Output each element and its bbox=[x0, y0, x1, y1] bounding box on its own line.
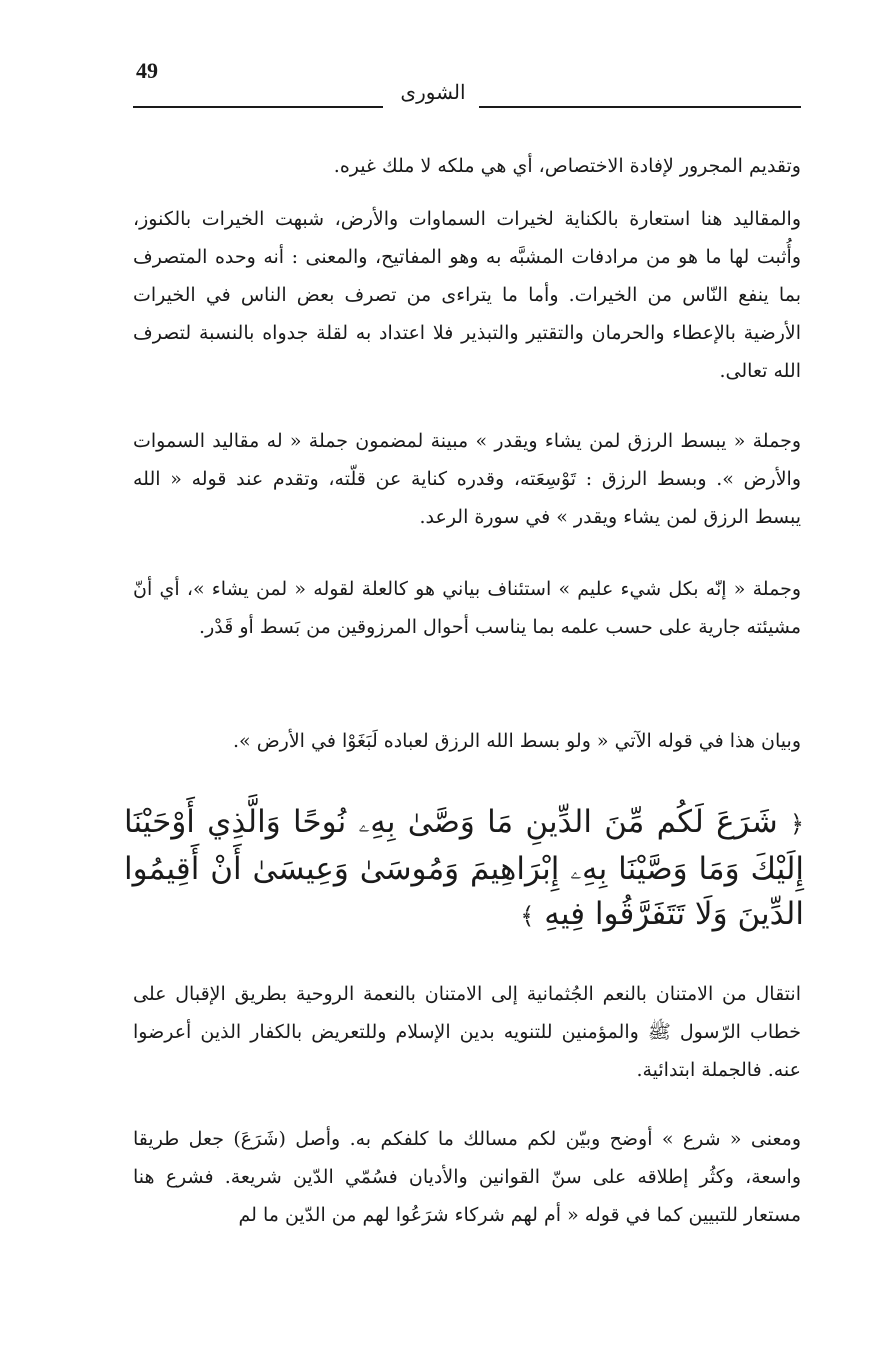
running-header bbox=[133, 80, 801, 114]
paragraph-1: وتقديم المجرور لإفادة الاختصاص، أي هي ملكه لا ملك غيره. bbox=[333, 155, 801, 177]
header-rule-right bbox=[479, 106, 801, 108]
page-number: 49 bbox=[136, 58, 158, 83]
paragraph-4: وجملة « إنّه بكل شيء عليم » استئناف بياني هو كالعلة لقوله « لمن يشاء »، أي أنّ مشيئته جارية على حسب علمه بما يناسب أحوال المرزوقين من بَسط أو قَدْر. bbox=[133, 578, 801, 638]
verse-text: شَرَعَ لَكُم مِّنَ الدِّينِ مَا وَصَّىٰ بِهِۦ نُوحًا وَالَّذِي أَوْحَيْنَا إِلَيْكَ وَمَا وَصَّيْنَا بِهِۦ إِبْرَاهِيمَ وَمُوسَىٰ وَعِيسَىٰ أَنْ أَقِيمُوا الدِّينَ وَلَا تَتَفَرَّقُوا فِيهِ bbox=[124, 804, 804, 932]
quran-verse bbox=[124, 800, 804, 939]
verse-open-bracket: ﴿ bbox=[789, 810, 804, 838]
header-rule-left bbox=[133, 106, 383, 108]
paragraph-3: وجملة « يبسط الرزق لمن يشاء ويقدر » مبينة لمضمون جملة « له مقاليد السموات والأرض ». وبسط الرزق : تَوْسِعَته، وقدره كناية عن قلّته، وتقدم عند قوله « الله يبسط الرزق لمن يشاء ويقدر » في سورة الرعد. bbox=[133, 430, 801, 528]
paragraph-6: انتقال من الامتنان بالنعم الجُثمانية إلى الامتنان بالنعمة الروحية بطريق الإقبال على خطاب الرّسول ﷺ والمؤمنين للتنويه بدين الإسلام وللتعريض بالكفار الذين أعرضوا عنه. فالجملة ابتدائية. bbox=[133, 983, 801, 1081]
verse-close-bracket: ﴾ bbox=[520, 902, 535, 930]
paragraph-2: والمقاليد هنا استعارة بالكناية لخيرات السماوات والأرض، شبهت الخيرات بالكنوز، وأُثبت لها ما هو من مرادفات المشبَّه به وهو المفاتيح، والمعنى : أنه وحده المتصرف بما ينفع النّاس من الخيرات. وأما ما يتراءى من تصرف بعض الناس في الخيرات الأرضية بالإعطاء والحرمان والتقتير والتبذير فلا اعتداد به لقلة جدواه بالنسبة لتصرف الله تعالى. bbox=[133, 208, 801, 382]
paragraph-5: وبيان هذا في قوله الآتي « ولو بسط الله الرزق لعباده لَبَغَوْا في الأرض ». bbox=[232, 730, 801, 752]
paragraph-7: ومعنى « شرع » أوضح وبيّن لكم مسالك ما كلفكم به. وأصل (شَرَعَ) جعل طريقا واسعة، وكثُر إطلاقه على سنّ القوانين والأديان فسُمّي الدّين شريعة. فشرع هنا مستعار للتبيين كما في قوله « أم لهم شركاء شرَعُوا لهم من الدّين ما لم bbox=[133, 1128, 801, 1226]
header-title: الشورى bbox=[400, 80, 466, 104]
